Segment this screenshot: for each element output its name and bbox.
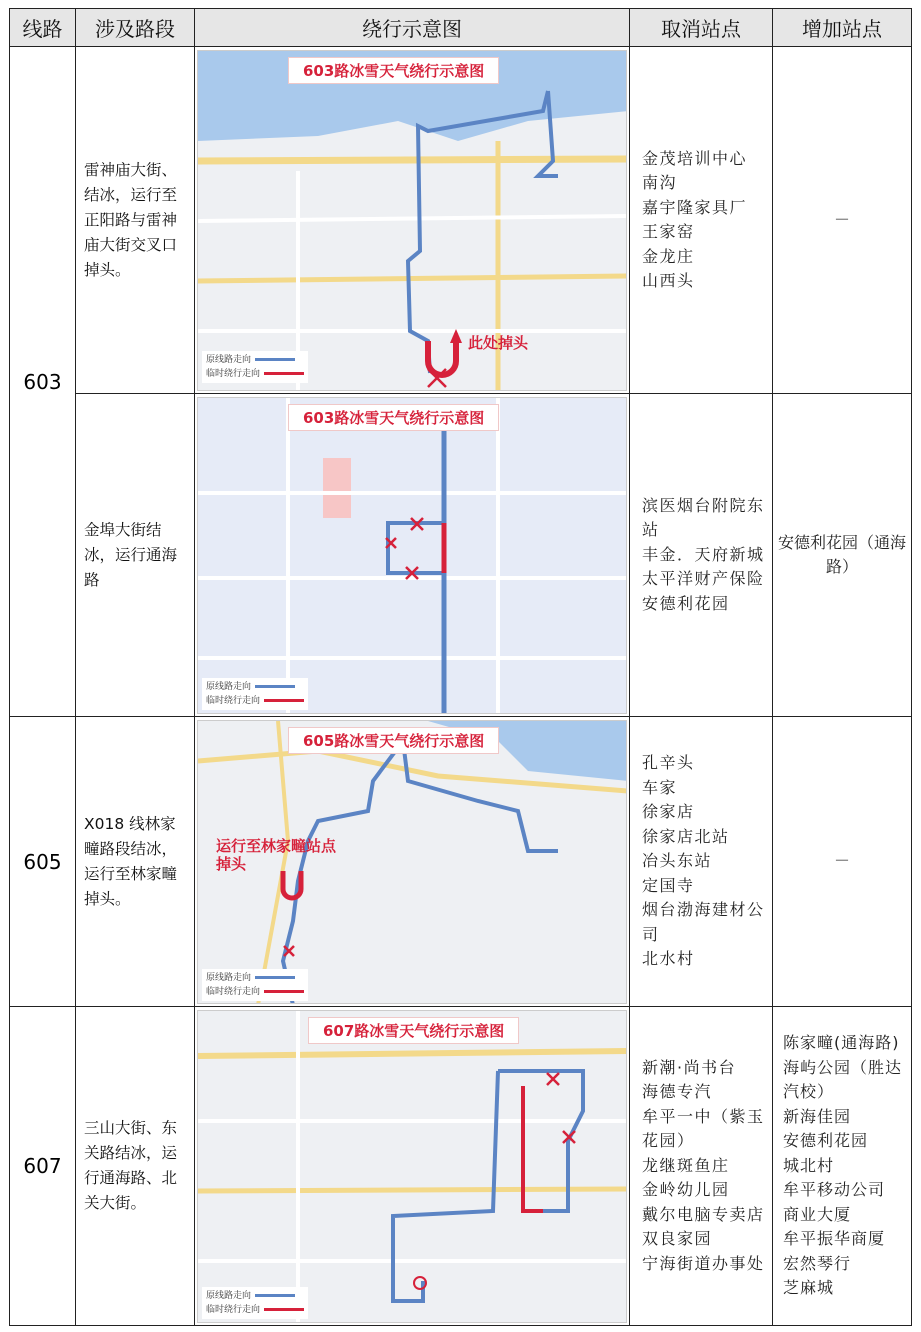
detour-table (9, 8, 912, 1326)
cancel-stop: 徐家店 (642, 802, 695, 822)
legend-original-label: 原线路走向 (206, 354, 252, 365)
add-stop: 牟平振华商厦 (783, 1229, 886, 1249)
table-row (10, 1007, 912, 1326)
add-stop: 商业大厦 (783, 1204, 852, 1224)
legend-temp-label: 临时绕行走向 (206, 986, 261, 997)
add-stop: － (833, 851, 850, 871)
add-stop: 安德利花园 (783, 1131, 869, 1151)
map-legend (202, 351, 308, 383)
add-stops (773, 394, 912, 717)
line-number: 607 (10, 1007, 76, 1326)
detour-map (195, 47, 630, 394)
legend-temp-label: 临时绕行走向 (206, 1304, 261, 1315)
legend-blue-swatch (255, 358, 295, 361)
add-stops (773, 47, 912, 394)
legend-blue-swatch (255, 976, 295, 979)
add-stop: 宏然琴行 (783, 1253, 852, 1273)
cancel-stop: 双良家园 (642, 1229, 713, 1249)
cancel-stop: 海德专汽 (642, 1082, 713, 1102)
segment-text: 雷神庙大街、结冰，运行至正阳路与雷神庙大街交叉口掉头。 (76, 47, 195, 394)
map-graphic (198, 51, 627, 391)
map-legend (202, 1287, 308, 1319)
add-stop: 芝麻城 (783, 1278, 835, 1298)
cancel-stop: 牟平一中（紫玉花园） (642, 1106, 765, 1151)
add-stops (773, 1007, 912, 1326)
cancel-stop: 北水村 (642, 949, 695, 969)
legend-original-label: 原线路走向 (206, 1290, 252, 1301)
legend-original-label: 原线路走向 (206, 681, 252, 692)
cancel-stop: 烟台渤海建材公司 (642, 900, 765, 944)
cancel-stop: 南沟 (642, 173, 678, 192)
add-stops (773, 717, 912, 1007)
cancel-stop: 宁海街道办事处 (642, 1253, 765, 1273)
table-row (10, 394, 912, 717)
detour-map (195, 1007, 630, 1326)
cancel-stop: 孔辛头 (642, 753, 695, 773)
cancel-stops (630, 1007, 773, 1326)
cancel-stop: 金岭幼儿园 (642, 1180, 730, 1200)
legend-red-swatch (264, 1308, 304, 1311)
add-stop: － (833, 209, 850, 229)
uturn-note: 运行至林家疃站点掉头 (216, 836, 337, 873)
cancel-stop: 金龙庄 (642, 246, 695, 266)
header-row (10, 9, 912, 47)
cancel-stop: 龙继斑鱼庄 (642, 1155, 730, 1175)
legend-blue-swatch (255, 685, 295, 688)
legend-temp-label: 临时绕行走向 (206, 368, 261, 379)
detour-map (195, 717, 630, 1007)
map-title: 603路冰雪天气绕行示意图 (288, 404, 499, 431)
cancel-stop: 嘉宇隆家具厂 (642, 197, 748, 217)
cancel-stop: 金茂培训中心 (642, 148, 748, 168)
cancel-stops (630, 717, 773, 1007)
segment-text: 三山大街、东关路结冰，运行通海路、北关大街。 (76, 1007, 195, 1326)
segment-text: 金埠大街结冰，运行通海路 (76, 394, 195, 717)
header-diagram: 绕行示意图 (195, 9, 630, 47)
cancel-stops (630, 47, 773, 394)
cancel-stop: 太平洋财产保险 (642, 569, 765, 589)
header-add: 增加站点 (773, 9, 912, 47)
header-cancel: 取消站点 (630, 9, 773, 47)
table-row (10, 717, 912, 1007)
legend-red-swatch (264, 699, 304, 702)
add-stop: 牟平移动公司 (783, 1180, 886, 1200)
line-number: 605 (10, 717, 76, 1007)
map-legend (202, 969, 308, 1001)
cancel-stop: 定国寺 (642, 875, 695, 895)
cancel-stop: 山西头 (642, 271, 695, 290)
cancel-stop: 戴尔电脑专卖店 (642, 1204, 765, 1224)
uturn-note: 此处掉头 (468, 333, 529, 352)
add-stop: 城北村 (783, 1155, 835, 1175)
map-title: 603路冰雪天气绕行示意图 (288, 57, 499, 84)
map-title: 607路冰雪天气绕行示意图 (308, 1017, 519, 1044)
cancel-stop: 徐家店北站 (642, 826, 730, 846)
add-stop: 海屿公园（胜达汽校） (783, 1057, 903, 1102)
header-segment: 涉及路段 (76, 9, 195, 47)
legend-temp-label: 临时绕行走向 (206, 695, 261, 706)
map-legend (202, 678, 308, 710)
cancel-stop: 滨医烟台附院东站 (642, 495, 765, 540)
cancel-stop: 王家窑 (642, 222, 695, 241)
add-stop: 陈家疃(通海路) (783, 1033, 900, 1053)
cancel-stop: 丰金．天府新城 (642, 544, 765, 564)
detour-map (195, 394, 630, 717)
line-number: 603 (10, 47, 76, 717)
legend-red-swatch (264, 372, 304, 375)
cancel-stop: 安德利花园 (642, 593, 730, 613)
legend-blue-swatch (255, 1294, 295, 1297)
header-line: 线路 (10, 9, 76, 47)
cancel-stop: 冶头东站 (642, 851, 713, 871)
segment-text: X018 线林家疃路段结冰，运行至林家疃掉头。 (76, 717, 195, 1007)
legend-original-label: 原线路走向 (206, 972, 252, 983)
cancel-stops (630, 394, 773, 717)
map-graphic (198, 398, 627, 714)
legend-red-swatch (264, 990, 304, 993)
cancel-stop: 新潮·尚书台 (642, 1057, 737, 1077)
add-stop: 新海佳园 (783, 1106, 852, 1126)
table-row (10, 47, 912, 394)
map-graphic (198, 1011, 627, 1323)
map-title: 605路冰雪天气绕行示意图 (288, 727, 499, 754)
add-stop: 安德利花园（通海路） (777, 532, 906, 576)
cancel-stop: 车家 (642, 777, 678, 797)
